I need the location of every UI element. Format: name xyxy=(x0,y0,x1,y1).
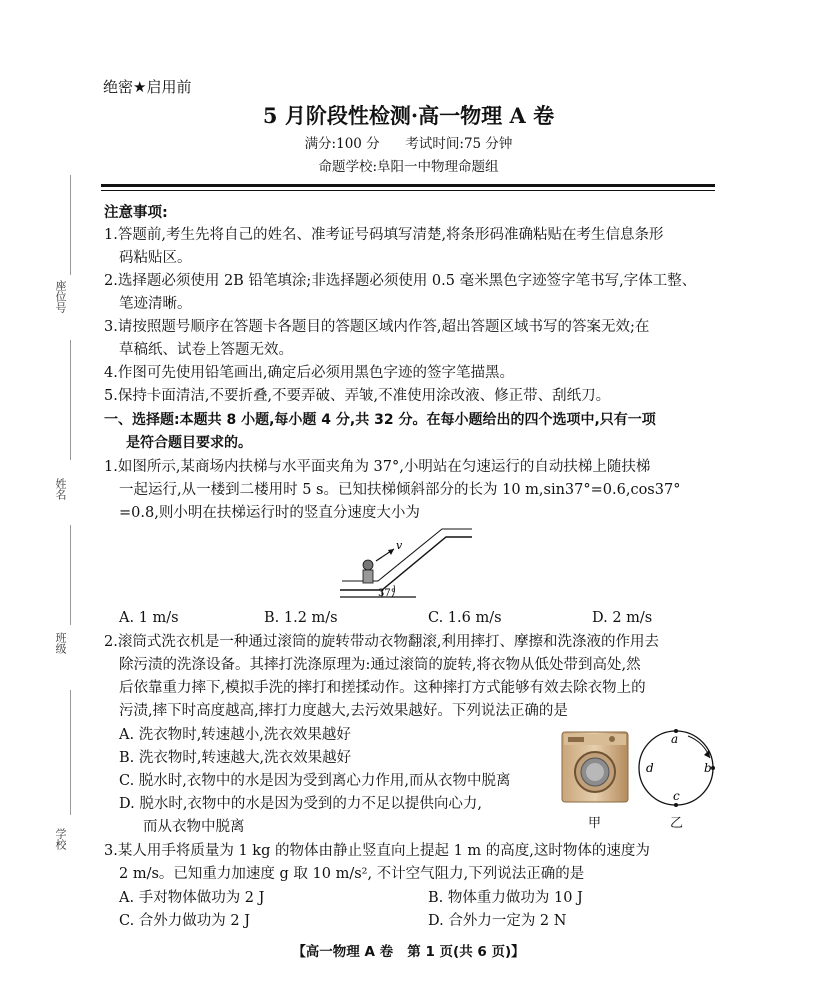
option-c: C. 1.6 m/s xyxy=(428,610,502,626)
page-footer: 【高一物理 A 卷 第 1 页(共 6 页)】 xyxy=(292,944,525,960)
binding-line xyxy=(70,340,71,460)
binding-line xyxy=(70,175,71,275)
option-a: A. 1 m/s xyxy=(119,610,179,626)
label-d: d xyxy=(646,761,654,775)
header-rule-thin xyxy=(101,190,715,191)
question-line: 2.滚筒式洗衣机是一种通过滚筒的旋转带动衣物翻滚,利用摔打、摩擦和洗涤液的作用去 xyxy=(104,634,659,650)
figure-label-yi: 乙 xyxy=(670,816,684,831)
binding-line xyxy=(70,690,71,815)
option-d-cont: 而从衣物中脱离 xyxy=(143,819,245,835)
question-line: 3.某人用手将质量为 1 kg 的物体由静止竖直向上提起 1 m 的高度,这时物体的速度为 xyxy=(104,843,650,859)
option-d: D. 合外力一定为 2 N xyxy=(428,913,567,929)
option-b: B. 物体重力做功为 10 J xyxy=(428,890,583,906)
note-line: 笔迹清晰。 xyxy=(119,296,192,312)
question-line: 后依靠重力摔下,模拟手洗的摔打和搓揉动作。这种摔打方式能够有效去除衣物上的 xyxy=(119,680,646,696)
section-heading: 是符合题目要求的。 xyxy=(126,435,252,451)
question-line: 一起运行,从一楼到二楼用时 5 s。已知扶梯倾斜部分的长为 10 m,sin37°=0.6,cos37° xyxy=(119,482,681,498)
escalator-figure xyxy=(338,525,478,603)
question-line: =0.8,则小明在扶梯运行时的竖直分速度大小为 xyxy=(119,505,420,521)
option-b: B. 洗衣物时,转速越大,洗衣效果越好 xyxy=(119,750,352,766)
secret-label: 绝密★启用前 xyxy=(103,78,192,96)
label-c: c xyxy=(673,789,680,803)
option-d: D. 脱水时,衣物中的水是因为受到的力不足以提供向心力, xyxy=(119,796,483,812)
velocity-label: v xyxy=(396,539,403,552)
note-line: 4.作图可先使用铅笔画出,确定后必须用黑色字迹的签字笔描黑。 xyxy=(104,365,514,381)
page-title: 5 月阶段性检测·高一物理 A 卷 xyxy=(262,103,555,128)
question-line: 除污渍的洗涤设备。其摔打洗涤原理为:通过滚筒的旋转,将衣物从低处带到高处,然 xyxy=(119,657,641,673)
option-d: D. 2 m/s xyxy=(592,610,653,626)
section-heading: 一、选择题:本题共 8 小题,每小题 4 分,共 32 分。在每小题给出的四个选项中,只有一项 xyxy=(104,412,656,428)
binding-line xyxy=(70,525,71,625)
binding-seat-label: 座位号 xyxy=(54,280,67,313)
header-rule-thick xyxy=(101,184,715,187)
point-c xyxy=(674,803,678,807)
drum-diagram xyxy=(630,728,722,810)
label-a: a xyxy=(671,732,679,746)
note-line: 1.答题前,考生先将自己的姓名、准考证号码填写清楚,将条形码准确粘贴在考生信息条形 xyxy=(104,227,664,243)
note-line: 2.选择题必须使用 2B 铅笔填涂;非选择题必须使用 0.5 毫米黑色字迹签字笔书写,字体工整、 xyxy=(104,273,697,289)
note-line: 码粘贴区。 xyxy=(119,250,192,266)
option-a: A. 手对物体做功为 2 J xyxy=(119,890,265,906)
binding-class-label: 班级 xyxy=(54,632,67,654)
label-b: b xyxy=(704,761,712,775)
figure-label-jia: 甲 xyxy=(588,816,602,831)
notes-heading: 注意事项: xyxy=(104,205,168,221)
note-line: 3.请按照题号顺序在答题卡各题目的答题区域内作答,超出答题区域书写的答案无效;在 xyxy=(104,319,650,335)
note-line: 5.保持卡面清洁,不要折叠,不要弄破、弄皱,不准使用涂改液、修正带、刮纸刀。 xyxy=(104,388,611,404)
option-b: B. 1.2 m/s xyxy=(264,610,338,626)
person-figure xyxy=(363,560,373,570)
option-a: A. 洗衣物时,转速越小,洗衣效果越好 xyxy=(119,727,351,743)
escalator-body xyxy=(340,537,472,590)
binding-school-label: 学校 xyxy=(54,828,67,850)
score-time: 满分:100 分 考试时间:75 分钟 xyxy=(304,136,513,152)
question-line: 2 m/s。已知重力加速度 g 取 10 m/s², 不计空气阻力,下列说法正确的是 xyxy=(119,866,585,882)
school-line: 命题学校:阜阳一中物理命题组 xyxy=(318,159,499,175)
note-line: 草稿纸、试卷上答题无效。 xyxy=(119,342,293,358)
option-c: C. 合外力做功为 2 J xyxy=(119,913,251,929)
question-line: 污渍,摔下时高度越高,摔打力度越大,去污效果越好。下列说法正确的是 xyxy=(119,703,568,719)
binding-name-label: 姓名 xyxy=(54,478,67,500)
question-line: 1.如图所示,某商场内扶梯与水平面夹角为 37°,小明站在匀速运行的自动扶梯上随扶梯 xyxy=(104,459,651,475)
option-c: C. 脱水时,衣物中的水是因为受到离心力作用,而从衣物中脱离 xyxy=(119,773,511,789)
washing-machine-figure xyxy=(560,730,632,805)
angle-label: 37° xyxy=(378,588,396,599)
